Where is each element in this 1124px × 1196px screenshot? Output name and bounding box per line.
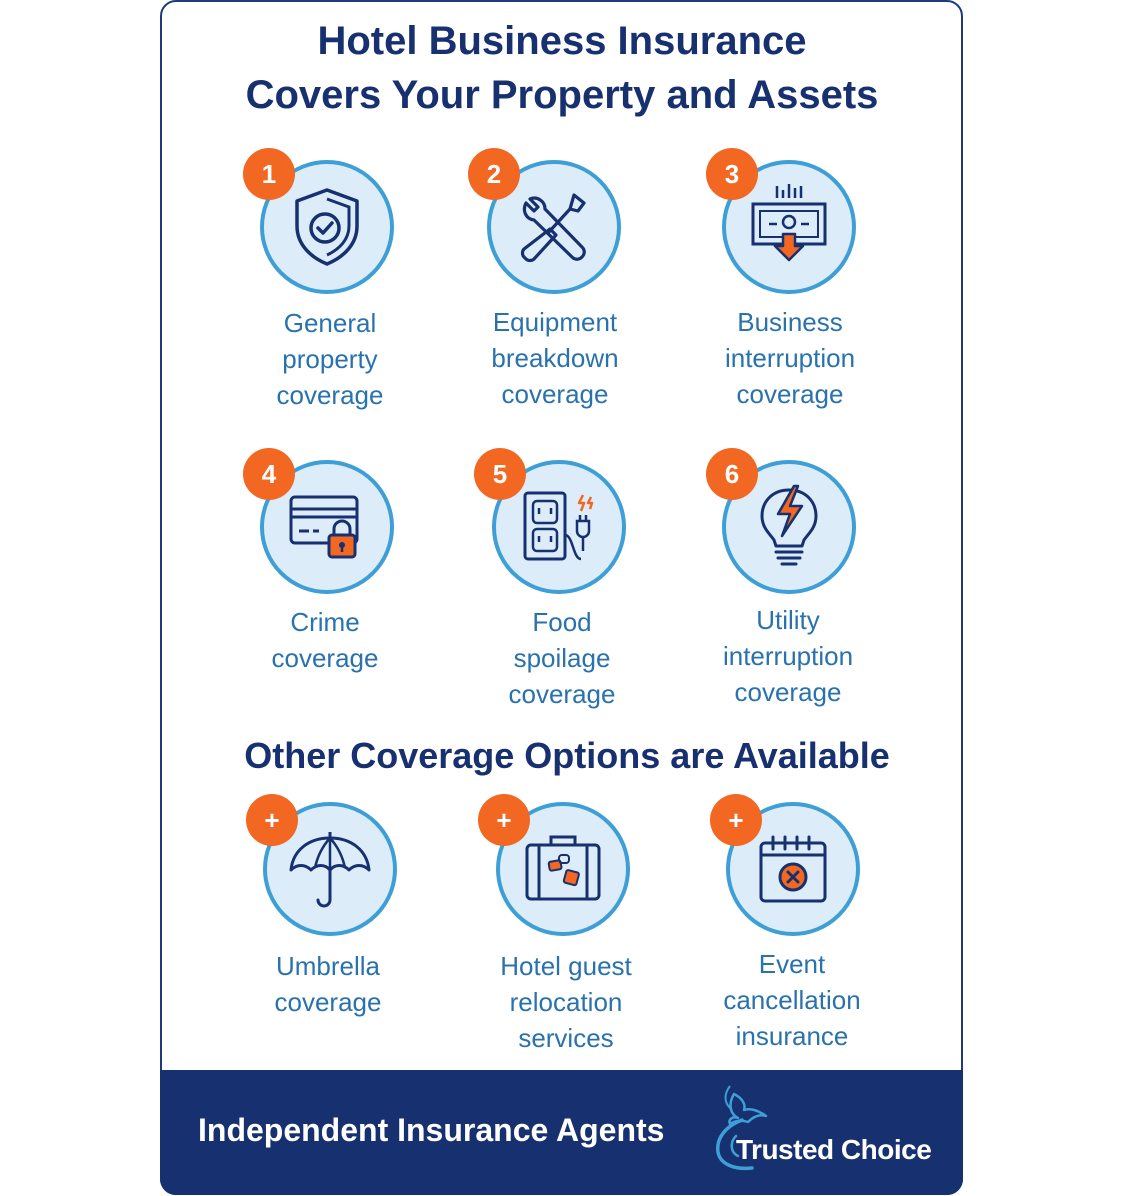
other-options-title: Other Coverage Options are Available — [244, 735, 890, 776]
calendar-cancel-icon — [753, 829, 833, 909]
page-title-line1: Hotel Business Insurance — [317, 19, 807, 63]
plus-badge: + — [710, 794, 762, 846]
other-label: Hotel guest relocation services — [500, 951, 632, 1053]
wrench-screwdriver-icon — [512, 185, 596, 269]
shield-check-icon — [287, 184, 367, 270]
step-badge-6: 6 — [706, 448, 758, 500]
step-badge-5: 5 — [474, 448, 526, 500]
step-badge-3: 3 — [706, 148, 758, 200]
money-down-icon — [747, 182, 831, 272]
step-badge-1: 1 — [243, 148, 295, 200]
umbrella-icon — [285, 824, 375, 914]
outlet-plug-icon — [517, 485, 601, 569]
coverage-label: Business interruption coverage — [724, 307, 856, 409]
plus-badge: + — [246, 794, 298, 846]
other-label: Event cancellation insurance — [723, 949, 861, 1051]
logo-text: Trusted Choice — [736, 1134, 932, 1165]
footer-text: Independent Insurance Agents — [198, 1112, 665, 1148]
coverage-label: General property coverage — [276, 308, 384, 410]
plus-badge: + — [478, 794, 530, 846]
coverage-label: Food spoilage coverage — [508, 607, 616, 709]
lightbulb-bolt-icon — [754, 482, 824, 572]
step-badge-2: 2 — [468, 148, 520, 200]
page-title-line2: Covers Your Property and Assets — [245, 73, 879, 117]
other-label: Umbrella coverage — [274, 951, 382, 1017]
credit-card-lock-icon — [285, 489, 369, 565]
coverage-label: Utility interruption coverage — [722, 605, 854, 707]
step-badge-4: 4 — [243, 448, 295, 500]
suitcase-icon — [521, 831, 605, 907]
coverage-label: Crime coverage — [271, 607, 379, 673]
footer-bar — [160, 1070, 963, 1195]
trusted-choice-logo — [708, 1080, 948, 1190]
coverage-label: Equipment breakdown coverage — [491, 307, 619, 409]
